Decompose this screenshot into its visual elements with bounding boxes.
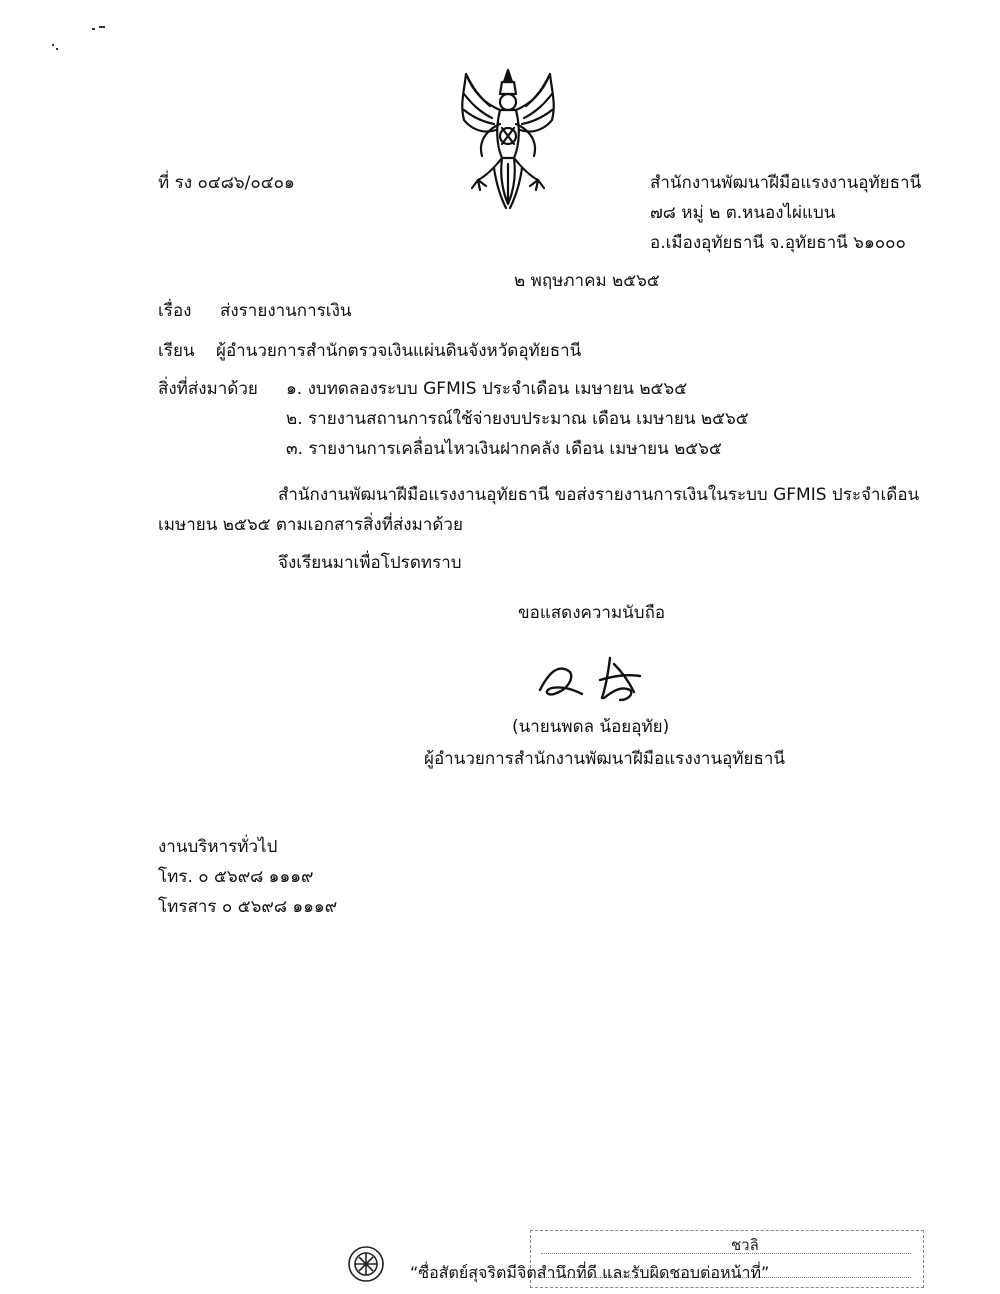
scan-speck (99, 26, 105, 28)
closing-request: จึงเรียนมาเพื่อโปรดทราบ (278, 553, 462, 573)
garuda-emblem-icon (456, 64, 560, 214)
signer-name: (นายนพดล น้อยอุทัย) (512, 717, 670, 737)
letter-date: ๒ พฤษภาคม ๒๕๖๕ (514, 271, 660, 291)
scan-speck (56, 48, 58, 50)
stamp-handwriting: ชวลิ (731, 1236, 759, 1254)
recipient-label: เรียน (158, 341, 195, 361)
contact-phone: โทร. ๐ ๕๖๙๘ ๑๑๑๙ (158, 867, 314, 887)
recipient-text: ผู้อำนวยการสำนักตรวจเงินแผ่นดินจังหวัดอุทัยธานี (216, 341, 582, 361)
enclosures-label: สิ่งที่ส่งมาด้วย (158, 379, 258, 399)
scan-speck (92, 28, 95, 30)
handwritten-signature (530, 650, 670, 710)
body-paragraph-line2: เมษายน ๒๕๖๕ ตามเอกสารสิ่งที่ส่งมาด้วย (158, 515, 463, 535)
scan-speck (52, 44, 54, 46)
salutation: ขอแสดงความนับถือ (518, 603, 666, 623)
subject-label: เรื่อง (158, 301, 192, 321)
department-logo-icon (346, 1244, 386, 1284)
enclosure-item: ๒. รายงานสถานการณ์ใช้จ่ายงบประมาณ เดือน เมษายน ๒๕๖๕ (286, 409, 749, 429)
document-number: ที่ รง ๐๔๘๖/๐๔๐๑ (158, 173, 295, 193)
contact-fax: โทรสาร ๐ ๕๖๙๘ ๑๑๑๙ (158, 897, 338, 917)
enclosure-item: ๑. งบทดลองระบบ GFMIS ประจำเดือน เมษายน ๒๕๖๕ (286, 379, 688, 399)
footer-motto: “ซื่อสัตย์สุจริตมีจิตสำนึกที่ดี และรับผิดชอบต่อหน้าที่” (410, 1263, 770, 1282)
signer-position: ผู้อำนวยการสำนักงานพัฒนาฝีมือแรงงานอุทัยธานี (424, 749, 786, 769)
enclosure-item: ๓. รายงานการเคลื่อนไหวเงินฝากคลัง เดือน เมษายน ๒๕๖๕ (286, 439, 722, 459)
body-paragraph-line1: สำนักงานพัฒนาฝีมือแรงงานอุทัยธานี ขอส่งรายงานการเงินในระบบ GFMIS ประจำเดือน (278, 485, 920, 505)
subject-text: ส่งรายงานการเงิน (220, 301, 352, 321)
agency-address-line2: อ.เมืองอุทัยธานี จ.อุทัยธานี ๖๑๐๐๐ (650, 233, 906, 253)
contact-department: งานบริหารทั่วไป (158, 837, 278, 857)
stamp-line (541, 1253, 911, 1255)
agency-name: สำนักงานพัฒนาฝีมือแรงงานอุทัยธานี (650, 173, 922, 193)
agency-address-line1: ๗๘ หมู่ ๒ ต.หนองไผ่แบน (650, 203, 836, 223)
